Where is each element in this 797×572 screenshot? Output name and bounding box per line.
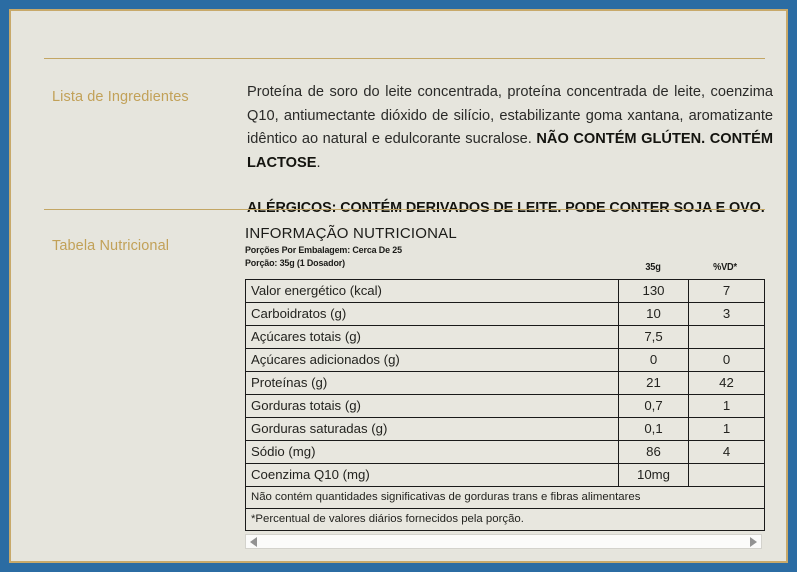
cell-amount: 10 bbox=[619, 303, 689, 326]
table-row bbox=[246, 395, 765, 418]
table-horizontal-scrollbar[interactable] bbox=[245, 534, 762, 549]
serving-info bbox=[245, 245, 728, 270]
column-header-amount: 35g bbox=[645, 262, 661, 273]
cell-nutrient-name: Valor energético (kcal) bbox=[246, 280, 619, 303]
cell-amount: 0,1 bbox=[619, 418, 689, 441]
cell-nutrient-name: Gorduras saturadas (g) bbox=[246, 418, 619, 441]
cell-daily-value: 4 bbox=[689, 441, 765, 464]
cell-daily-value bbox=[689, 464, 765, 487]
nutrition-facts-panel bbox=[245, 225, 764, 549]
table-row bbox=[246, 303, 765, 326]
cell-amount: 86 bbox=[619, 441, 689, 464]
cell-daily-value: 7 bbox=[689, 280, 765, 303]
ingredients-text-normal: Proteína de soro do leite concentrada, proteína concentrada de leite, coenzima Q10, antiumectante dióxido de silício, estabilizante goma xantana, aromatizante idêntico ao natural e edulcorante sucralose. bbox=[247, 84, 773, 147]
table-row bbox=[246, 441, 765, 464]
section-label-ingredientes: Lista de Ingredientes bbox=[52, 89, 189, 105]
ingredients-text-period: . bbox=[316, 154, 321, 171]
table-row bbox=[246, 349, 765, 372]
ingredients-block bbox=[247, 81, 773, 218]
scroll-right-arrow-icon[interactable] bbox=[750, 537, 757, 547]
allergens-statement: ALÉRGICOS: CONTÉM DERIVADOS DE LEITE. PODE CONTER SOJA E OVO. bbox=[247, 200, 765, 216]
servings-per-package: Porções Por Embalagem: Cerca De 25 bbox=[245, 245, 402, 256]
serving-size: Porção: 35g (1 Dosador) bbox=[245, 257, 345, 269]
ingredients-text-emphasis: NÃO CONTÉM GLÚTEN. CONTÉM LACTOSE bbox=[247, 131, 773, 171]
table-row bbox=[246, 280, 765, 303]
cell-amount: 0 bbox=[619, 349, 689, 372]
table-row bbox=[246, 372, 765, 395]
cell-daily-value: 1 bbox=[689, 418, 765, 441]
cell-footnote: Não contém quantidades significativas de gorduras trans e fibras alimentares bbox=[246, 487, 765, 509]
table-row bbox=[246, 464, 765, 487]
table-footnote-row bbox=[246, 487, 765, 509]
divider-middle bbox=[44, 209, 765, 210]
table-footnote-row bbox=[246, 509, 765, 531]
cell-daily-value: 3 bbox=[689, 303, 765, 326]
cell-amount: 7,5 bbox=[619, 326, 689, 349]
nutrition-table-body bbox=[246, 280, 765, 531]
cell-nutrient-name: Açúcares totais (g) bbox=[246, 326, 619, 349]
cell-footnote: *Percentual de valores diários fornecidos pela porção. bbox=[246, 509, 765, 531]
cell-nutrient-name: Sódio (mg) bbox=[246, 441, 619, 464]
cell-nutrient-name: Açúcares adicionados (g) bbox=[246, 349, 619, 372]
cell-nutrient-name: Proteínas (g) bbox=[246, 372, 619, 395]
cell-daily-value: 1 bbox=[689, 395, 765, 418]
nutrition-facts-title: INFORMAÇÃO NUTRICIONAL bbox=[245, 225, 457, 242]
table-row bbox=[246, 326, 765, 349]
cell-daily-value: 42 bbox=[689, 372, 765, 395]
cell-amount: 10mg bbox=[619, 464, 689, 487]
cell-nutrient-name: Coenzima Q10 (mg) bbox=[246, 464, 619, 487]
nutrition-facts-table bbox=[245, 279, 765, 531]
table-row bbox=[246, 418, 765, 441]
scroll-left-arrow-icon[interactable] bbox=[250, 537, 257, 547]
cell-nutrient-name: Gorduras totais (g) bbox=[246, 395, 619, 418]
cell-daily-value: 0 bbox=[689, 349, 765, 372]
cell-daily-value bbox=[689, 326, 765, 349]
column-header-daily-value: %VD* bbox=[713, 262, 737, 273]
document-frame bbox=[9, 9, 788, 563]
cell-nutrient-name: Carboidratos (g) bbox=[246, 303, 619, 326]
section-label-tabela-nutricional: Tabela Nutricional bbox=[52, 238, 170, 254]
document-content bbox=[11, 11, 786, 561]
cell-amount: 130 bbox=[619, 280, 689, 303]
ingredients-paragraph bbox=[247, 81, 773, 175]
cell-amount: 0,7 bbox=[619, 395, 689, 418]
divider-top bbox=[44, 58, 765, 59]
cell-amount: 21 bbox=[619, 372, 689, 395]
